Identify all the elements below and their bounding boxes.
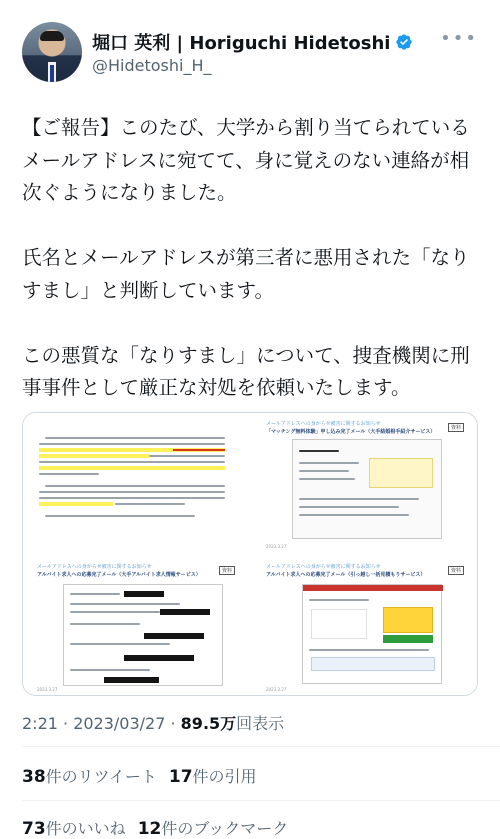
slide-badge: 資料 (448, 423, 464, 432)
media-image-3[interactable]: メールアドレスへの身がらせ被害に関するお知らせ アルバイト求人への応募完了メール（大手アルバイト求人情報サービス） 資料 2023.3.27 (23, 556, 249, 696)
slide-subtitle: 「マッチング無料体験」申し込み完了メール（大手結婚相手紹介サービス） (266, 429, 436, 435)
stats-row-reposts (22, 764, 257, 787)
stats-row-likes (22, 816, 288, 839)
quote-count: 17 (168, 767, 193, 787)
tweet-timestamp[interactable]: 2:21 · 2023/03/27 · (22, 714, 181, 733)
tweet-meta (22, 711, 284, 734)
view-label: 回表示 (236, 714, 285, 733)
handle[interactable]: @Hidetoshi_H_ (92, 56, 212, 75)
tweet-paragraph: 【ご報告】このたび、大学から割り当てられているメールアドレスに宛てて、身に覚えのない連絡が相次ぐようになりました。 (22, 116, 470, 204)
bookmark-label: 件のブックマーク (161, 819, 289, 838)
quote-label: 件の引用 (192, 767, 257, 786)
avatar[interactable] (22, 22, 82, 82)
tweet-text (22, 112, 482, 437)
slide-subtitle: アルバイト求人への応募完了メール（大手アルバイト求人情報サービス） (37, 572, 201, 578)
author-name-row[interactable] (92, 29, 413, 55)
retweet-stat[interactable] (22, 767, 157, 786)
more-horizontal-icon[interactable]: ••• (440, 28, 478, 49)
slide-subtitle: アルバイト求人への応募完了メール（引っ越し一括見積もりサービス） (266, 572, 426, 578)
slide-title: メールアドレスへの身がらせ被害に関するお知らせ (266, 421, 381, 427)
media-grid (22, 412, 478, 696)
slide-title: メールアドレスへの身がらせ被害に関するお知らせ (266, 564, 381, 570)
bookmark-count: 12 (137, 819, 162, 839)
slide-title: メールアドレスへの身がらせ被害に関するお知らせ (37, 564, 152, 570)
quote-stat[interactable] (169, 767, 257, 786)
tweet-paragraph: 氏名とメールアドレスが第三者に悪用された「なりすまし」と判断しています。 (22, 246, 470, 302)
divider (22, 746, 500, 747)
verified-badge-icon (395, 33, 413, 51)
slide-badge: 資料 (448, 566, 464, 575)
media-image-2[interactable]: メールアドレスへの身がらせ被害に関するお知らせ 「マッチング無料体験」申し込み完了メール（大手結婚相手紹介サービス） 資料 2023.3.27 (252, 413, 478, 553)
slide-badge: 資料 (219, 566, 235, 575)
media-image-4[interactable]: メールアドレスへの身がらせ被害に関するお知らせ アルバイト求人への応募完了メール（引っ越し一括見積もりサービス） 資料 2023.3.27 (252, 556, 478, 696)
bookmark-stat[interactable] (138, 819, 289, 838)
like-count: 73 (22, 819, 46, 839)
view-count: 89.5万 (180, 714, 237, 733)
like-label: 件のいいね (45, 819, 126, 838)
retweet-label: 件のリツイート (45, 767, 157, 786)
tweet-header (22, 22, 482, 88)
retweet-count: 38 (22, 767, 46, 787)
divider (22, 800, 500, 801)
display-name[interactable]: 堀口 英利 | Horiguchi Hidetoshi (92, 33, 391, 54)
media-image-1[interactable] (23, 413, 249, 553)
like-stat[interactable] (22, 819, 126, 838)
tweet-paragraph: この悪質な「なりすまし」について、捜査機関に刑事事件として厳正な対処を依頼いたします。 (22, 343, 470, 399)
